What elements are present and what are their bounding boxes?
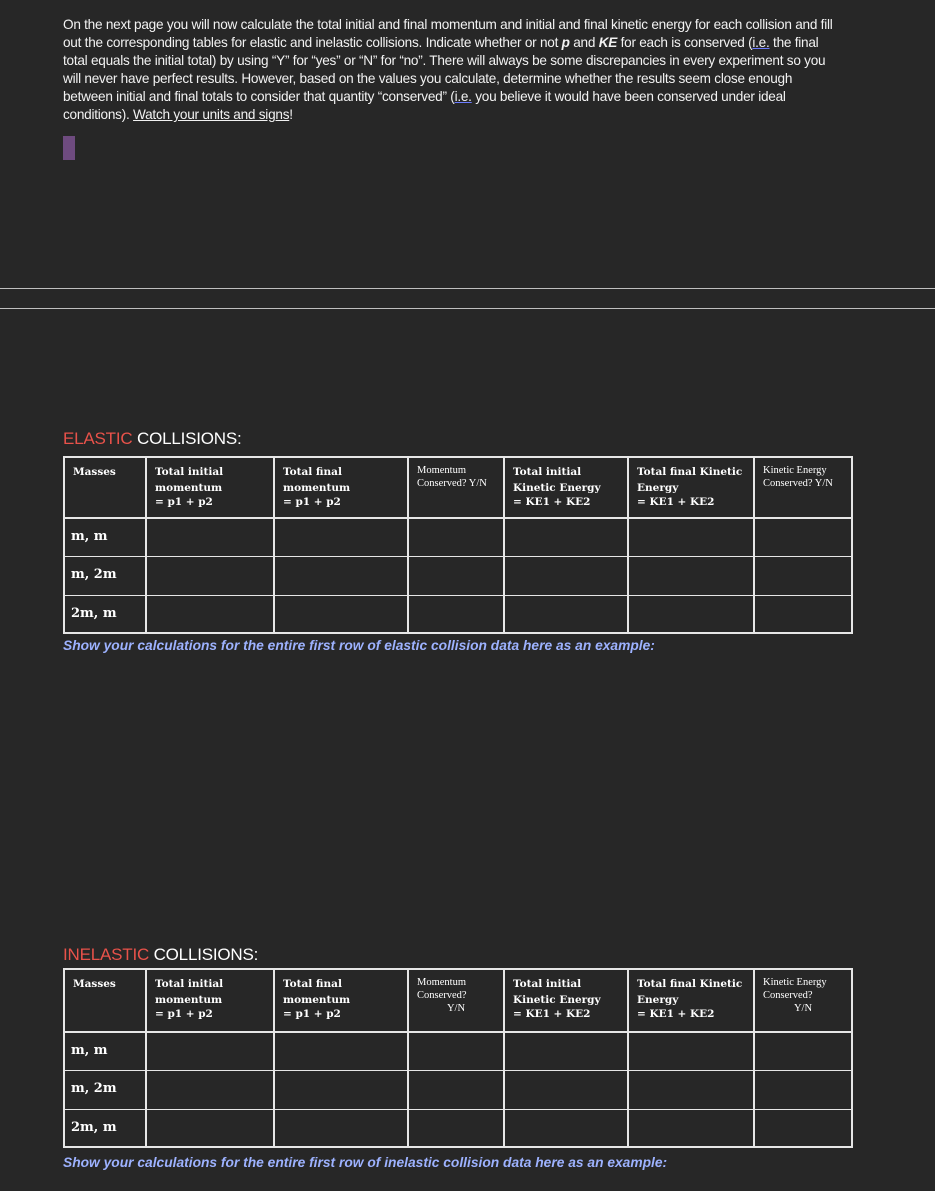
intro-text: and [569,35,599,50]
masses-cell [64,595,146,633]
input-cell[interactable] [754,1032,852,1070]
input-cell[interactable] [504,556,628,595]
masses-label: 2m, m [71,605,117,621]
input-cell[interactable] [408,556,504,595]
header-label: Total final Kinetic [637,978,743,990]
input-cell[interactable] [754,1070,852,1109]
header-formula: = p1 + p2 [155,1008,213,1020]
masses-cell [64,1032,146,1070]
header-label: Energy [637,994,679,1006]
header-label: Conserved? [763,990,813,1001]
header-label: Total final [283,466,342,478]
header-label: Energy [637,482,679,494]
header-label: Momentum [417,465,466,476]
intro-text: ! [289,107,293,122]
page-divider [0,288,935,289]
elastic-heading-red: ELASTIC [63,429,133,448]
inelastic-table [63,968,853,1148]
masses-cell [64,518,146,556]
header-total-initial-momentum [146,969,274,1032]
momentum-symbol: p [561,35,570,50]
header-masses [64,969,146,1032]
masses-cell [64,1109,146,1147]
input-cell[interactable] [274,595,408,633]
input-cell[interactable] [146,556,274,595]
header-total-final-ke [628,969,754,1032]
input-cell[interactable] [628,1032,754,1070]
header-label: Total initial [155,978,224,990]
kinetic-energy-symbol: KE [598,35,618,50]
header-formula: = KE1 + KE2 [637,1008,715,1020]
header-total-final-ke [628,457,754,518]
input-cell[interactable] [628,1109,754,1147]
table-row [64,1032,852,1070]
input-cell[interactable] [504,1032,628,1070]
input-cell[interactable] [146,595,274,633]
intro-text: the final total equals the initial total) by using “Y” for “yes” or “N” for “no”. There will always be some discrepancies in every experiment so you will never have perfect results. However, based on the values you calculate, determine whether the results seem close enough between initial and final totals to consider that quantity “conserved” ( [63,35,826,104]
header-label: momentum [283,994,351,1006]
input-cell[interactable] [754,595,852,633]
elastic-heading [63,429,242,449]
header-total-initial-ke [504,457,628,518]
input-cell[interactable] [408,1109,504,1147]
input-cell[interactable] [504,1070,628,1109]
header-label: Total initial [513,978,582,990]
header-label: Total initial [513,466,582,478]
header-formula: = KE1 + KE2 [513,1008,591,1020]
header-formula: = KE1 + KE2 [513,496,591,508]
table-row [64,1070,852,1109]
header-label: momentum [155,994,223,1006]
table-header-row [64,457,852,518]
masses-label: m, 2m [71,1080,117,1096]
header-label: Total initial [155,466,224,478]
ie-abbreviation: i.e. [752,35,770,50]
text-cursor[interactable] [63,136,75,160]
table-row [64,1109,852,1147]
units-signs-reminder: Watch your units and signs [133,107,290,122]
input-cell[interactable] [628,518,754,556]
header-label: Total final [283,978,342,990]
header-formula: = p1 + p2 [283,1008,341,1020]
header-ke-conserved [754,457,852,518]
input-cell[interactable] [628,1070,754,1109]
header-momentum-conserved [408,457,504,518]
input-cell[interactable] [146,1070,274,1109]
masses-label: m, m [71,1043,108,1058]
input-cell[interactable] [754,1109,852,1147]
table-row [64,595,852,633]
table-row [64,518,852,556]
header-label: Y/N [446,1003,466,1014]
header-label: Kinetic Energy [763,977,827,988]
header-formula: = p1 + p2 [155,496,213,508]
header-total-final-momentum [274,969,408,1032]
header-ke-conserved [754,969,852,1032]
inelastic-heading [63,945,258,965]
input-cell[interactable] [146,1109,274,1147]
header-label: Total final Kinetic [637,466,743,478]
header-label: momentum [283,482,351,494]
header-label: Conserved? Y/N [417,478,487,489]
input-cell[interactable] [274,1109,408,1147]
input-cell[interactable] [408,1032,504,1070]
intro-text: On the next page you will now calculate the total initial and final momentum and initial and final kinetic energy for each collision and fill out the corresponding tables for elastic and inelastic collisions. Indicate whether or not [63,17,833,50]
page-divider [0,308,935,309]
header-total-final-momentum [274,457,408,518]
header-total-initial-ke [504,969,628,1032]
header-label: Kinetic Energy [763,465,827,476]
input-cell[interactable] [274,1032,408,1070]
masses-label: m, 2m [71,566,117,582]
input-cell[interactable] [628,556,754,595]
header-momentum-conserved [408,969,504,1032]
elastic-heading-rest: COLLISIONS: [132,429,242,448]
input-cell[interactable] [274,1070,408,1109]
input-cell[interactable] [146,1032,274,1070]
inelastic-heading-red: INELASTIC [63,945,150,964]
input-cell[interactable] [408,1070,504,1109]
header-label: Masses [73,466,116,478]
header-label: Y/N [793,1003,813,1014]
header-label: Kinetic Energy [513,994,601,1006]
input-cell[interactable] [408,518,504,556]
input-cell[interactable] [754,556,852,595]
masses-cell [64,1070,146,1109]
table-header-row [64,969,852,1032]
masses-cell [64,556,146,595]
input-cell[interactable] [628,595,754,633]
elastic-table [63,456,853,634]
intro-text: you believe it would have been conserved under ideal conditions). [63,89,786,122]
table-row [64,556,852,595]
elastic-calculation-note: Show your calculations for the entire first row of elastic collision data here as an example: [63,638,655,653]
input-cell[interactable] [504,595,628,633]
inelastic-heading-rest: COLLISIONS: [149,945,259,964]
ie-abbreviation: i.e. [454,89,472,104]
header-formula: = p1 + p2 [283,496,341,508]
input-cell[interactable] [146,518,274,556]
input-cell[interactable] [408,595,504,633]
header-label: Conserved? Y/N [763,478,833,489]
input-cell[interactable] [504,518,628,556]
header-label: momentum [155,482,223,494]
input-cell[interactable] [504,1109,628,1147]
masses-label: 2m, m [71,1119,117,1135]
header-formula: = KE1 + KE2 [637,496,715,508]
header-total-initial-momentum [146,457,274,518]
header-label: Kinetic Energy [513,482,601,494]
intro-text: for each is conserved ( [617,35,753,50]
header-label: Masses [73,978,116,990]
input-cell[interactable] [274,556,408,595]
inelastic-calculation-note: Show your calculations for the entire first row of inelastic collision data here as an example: [63,1155,668,1170]
header-masses [64,457,146,518]
header-label: Momentum [417,977,466,988]
input-cell[interactable] [274,518,408,556]
header-label: Conserved? [417,990,467,1001]
input-cell[interactable] [754,518,852,556]
instructions-paragraph [63,16,843,124]
masses-label: m, m [71,529,108,544]
